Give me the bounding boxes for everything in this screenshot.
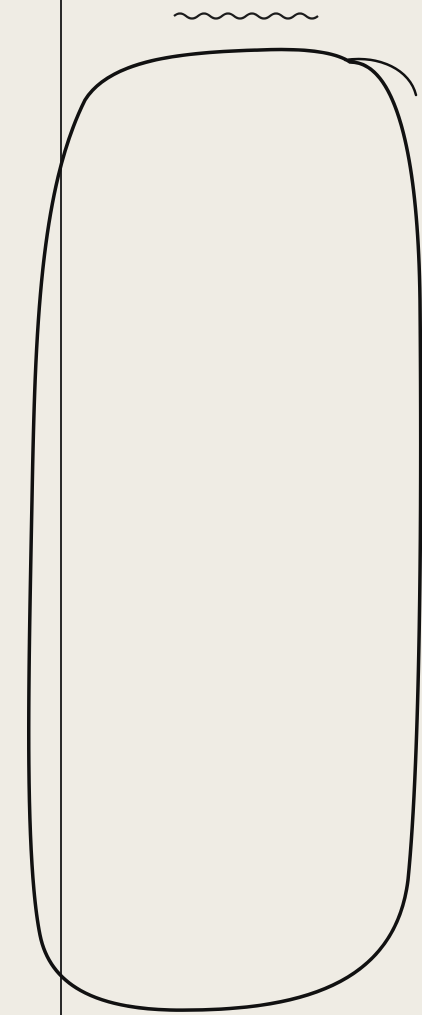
right-column (72, 0, 417, 1015)
column-divider (60, 0, 62, 1015)
article-madame-marval (72, 10, 417, 20)
end-squiggle-ornament (172, 10, 322, 20)
left-column-clipped-text (0, 0, 56, 1015)
